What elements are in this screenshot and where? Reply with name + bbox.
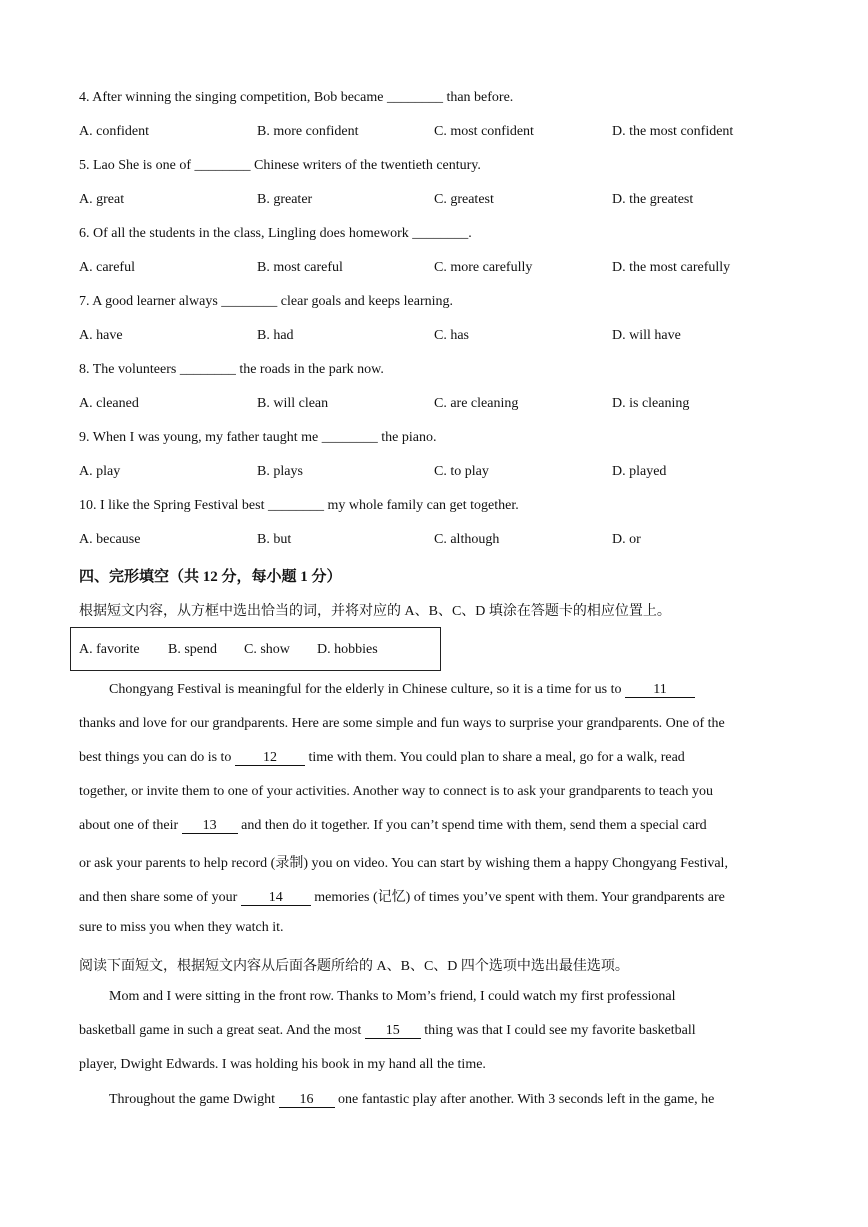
passage-line: together, or invite them to one of your activities. Another way to connect is to ask your grandparents to teach you	[79, 784, 713, 799]
question-7-options	[79, 328, 799, 348]
section-title: 四、完形填空（共 12 分，每小题 1 分）	[79, 569, 342, 585]
option-d: D. the most confident	[612, 124, 734, 139]
question-5-stem: 5. Lao She is one of ________ Chinese writers of the twentieth century.	[79, 158, 481, 173]
passage-text: best things you can do is to	[79, 750, 235, 765]
question-6-options	[79, 260, 799, 280]
blank-11[interactable]: 11	[625, 683, 695, 698]
option-d: D. played	[612, 464, 667, 479]
option-d: D. the most carefully	[612, 260, 731, 275]
word-bank-item: C. show	[244, 642, 290, 657]
option-d: D. will have	[612, 328, 681, 343]
option-c: C. greatest	[434, 192, 494, 207]
question-7-stem: 7. A good learner always ________ clear goals and keeps learning.	[79, 294, 454, 309]
blank-16[interactable]: 16	[279, 1093, 335, 1108]
question-8-stem: 8. The volunteers ________ the roads in the park now.	[79, 362, 384, 377]
option-b: B. greater	[257, 192, 313, 207]
option-d: D. the greatest	[612, 192, 694, 207]
word-bank-item: B. spend	[168, 642, 217, 657]
option-c: C. more carefully	[434, 260, 533, 275]
option-a: A. have	[79, 328, 123, 343]
reading-instruction: 阅读下面短文，根据短文内容从后面各题所给的 A、B、C、D 四个选项中选出最佳选项。	[79, 959, 629, 974]
section-instruction: 根据短文内容，从方框中选出恰当的词，并将对应的 A、B、C、D 填涂在答题卡的相应位置上。	[79, 604, 671, 619]
passage-line: sure to miss you when they watch it.	[79, 920, 284, 935]
option-a: A. cleaned	[79, 396, 139, 411]
passage-line	[79, 886, 725, 906]
option-c: C. to play	[434, 464, 489, 479]
option-c: C. are cleaning	[434, 396, 519, 411]
passage-text: memories (记忆) of times you’ve spent with them. Your grandparents are	[310, 890, 725, 905]
question-9-stem: 9. When I was young, my father taught me ________ the piano.	[79, 430, 437, 445]
question-6-stem: 6. Of all the students in the class, Lingling does homework ________.	[79, 226, 472, 241]
word-bank-box	[70, 627, 441, 671]
passage-text: one fantastic play after another. With 3 seconds left in the game, he	[334, 1092, 715, 1107]
option-d: D. is cleaning	[612, 396, 690, 411]
option-a: A. because	[79, 532, 141, 547]
option-d: D. or	[612, 532, 641, 547]
question-8-options	[79, 396, 799, 416]
passage-text: thing was that I could see my favorite basketball	[420, 1023, 696, 1038]
option-a: A. play	[79, 464, 121, 479]
passage-line	[109, 682, 695, 698]
option-b: B. had	[257, 328, 294, 343]
option-a: A. confident	[79, 124, 149, 139]
question-10-options	[79, 532, 799, 552]
passage-text: time with them. You could plan to share a meal, go for a walk, read	[304, 750, 685, 765]
question-10-stem: 10. I like the Spring Festival best ________ my whole family can get together.	[79, 498, 519, 513]
passage-line: or ask your parents to help record (录制) you on video. You can start by wishing them a happy Chongyang Festival,	[79, 856, 728, 871]
passage-line	[79, 750, 685, 766]
option-b: B. most careful	[257, 260, 343, 275]
option-c: C. has	[434, 328, 469, 343]
passage-text: Throughout the game Dwight	[109, 1092, 279, 1107]
option-b: B. but	[257, 532, 292, 547]
question-9-options	[79, 464, 799, 484]
question-4-stem: 4. After winning the singing competition, Bob became ________ than before.	[79, 90, 514, 105]
option-c: C. although	[434, 532, 500, 547]
passage-text: and then share some of your	[79, 890, 241, 905]
blank-12[interactable]: 12	[235, 751, 305, 766]
question-4-options	[79, 124, 799, 144]
word-bank-item: D. hobbies	[317, 642, 378, 657]
passage-line	[79, 1023, 696, 1039]
word-bank-item: A. favorite	[79, 642, 140, 657]
passage-line: Mom and I were sitting in the front row. Thanks to Mom’s friend, I could watch my first professional	[109, 989, 676, 1004]
passage-line: thanks and love for our grandparents. Here are some simple and fun ways to surprise your grandparents. One of the	[79, 716, 725, 731]
option-a: A. great	[79, 192, 125, 207]
option-b: B. will clean	[257, 396, 329, 411]
passage-text: basketball game in such a great seat. And the most	[79, 1023, 365, 1038]
option-a: A. careful	[79, 260, 135, 275]
question-5-options	[79, 192, 799, 212]
passage-text: Chongyang Festival is meaningful for the elderly in Chinese culture, so it is a time for us to	[109, 682, 625, 697]
passage-line: player, Dwight Edwards. I was holding his book in my hand all the time.	[79, 1057, 486, 1072]
passage-text: and then do it together. If you can’t spend time with them, send them a special card	[237, 818, 707, 833]
blank-14[interactable]: 14	[241, 891, 311, 906]
passage-line	[109, 1092, 714, 1108]
blank-13[interactable]: 13	[182, 819, 238, 834]
option-b: B. more confident	[257, 124, 359, 139]
blank-15[interactable]: 15	[365, 1024, 421, 1039]
option-c: C. most confident	[434, 124, 534, 139]
option-b: B. plays	[257, 464, 303, 479]
passage-text: about one of their	[79, 818, 182, 833]
passage-line	[79, 818, 707, 834]
